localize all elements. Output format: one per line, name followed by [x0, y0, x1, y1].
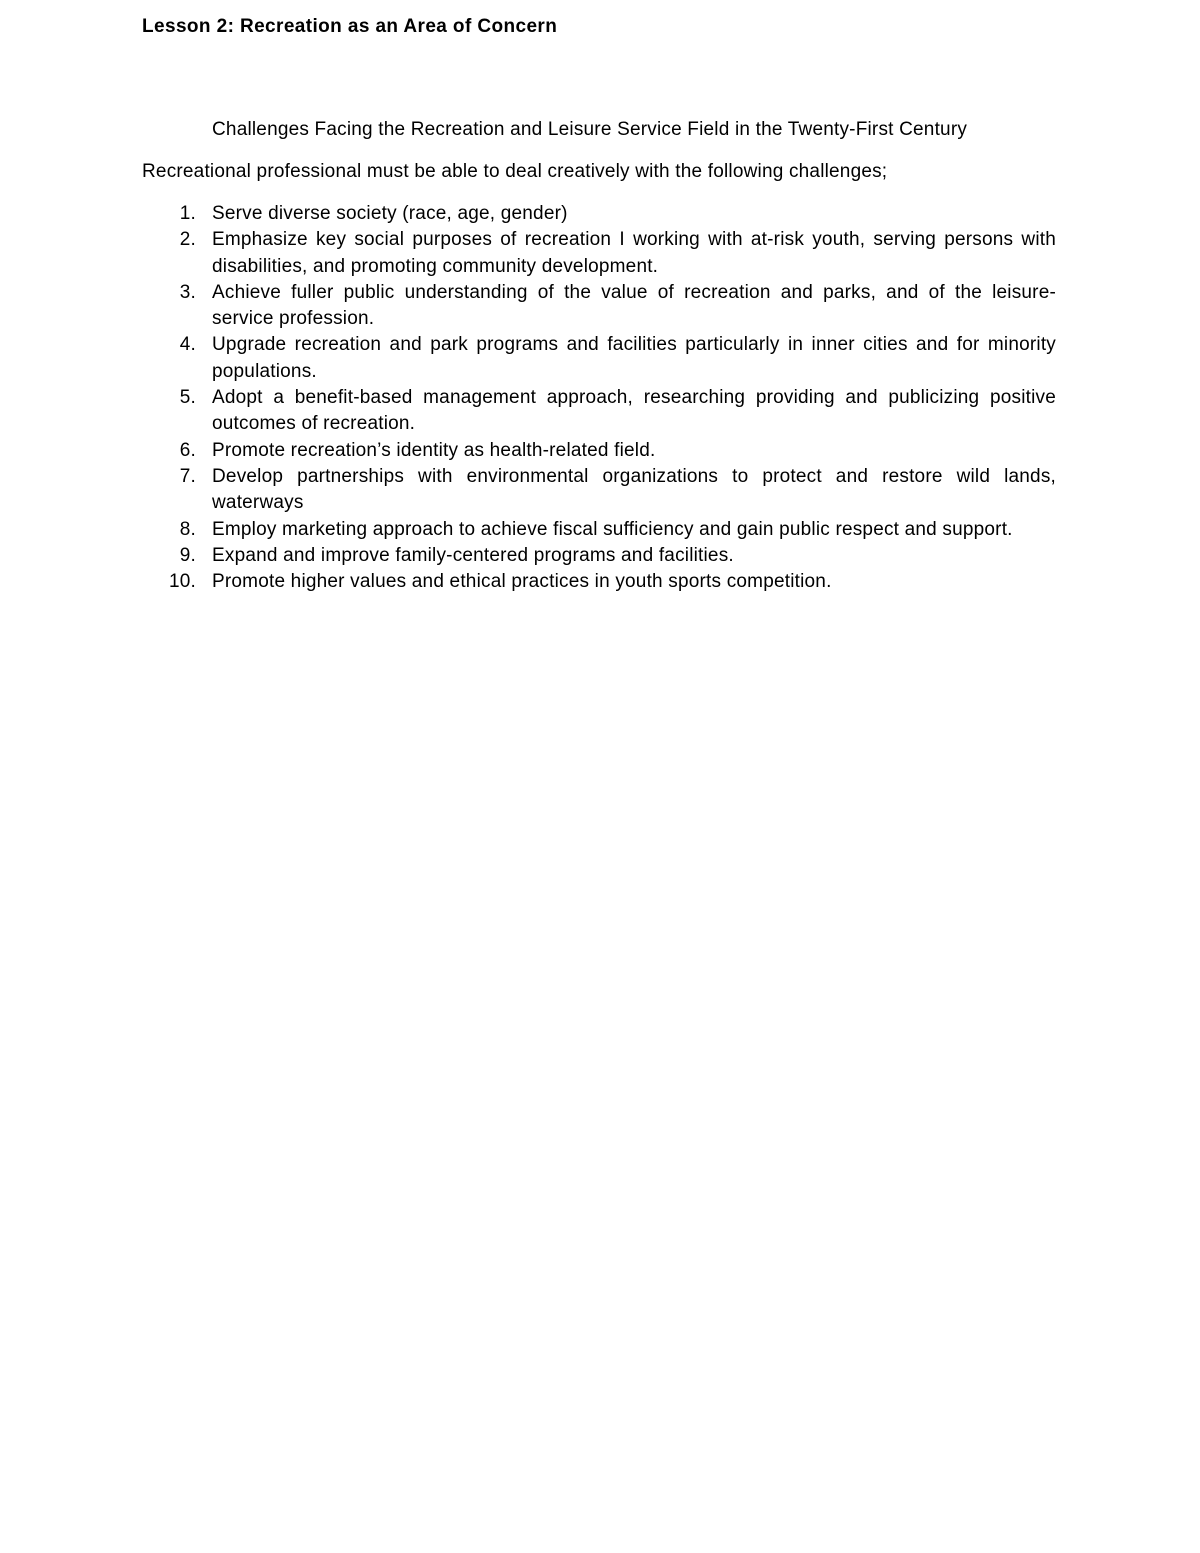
- list-item: [142, 227, 1056, 280]
- list-item-number: 9.: [179, 544, 196, 566]
- list-item-text: Adopt a benefit-based management approach, researching providing and publicizing positive outcomes of recreation.: [212, 387, 1056, 435]
- list-item-text: Promote higher values and ethical practices in youth sports competition.: [212, 571, 832, 593]
- list-item-number: 4.: [179, 334, 196, 356]
- list-item: [142, 332, 1056, 385]
- list-item-number: 1.: [179, 203, 196, 224]
- list-item-text: Emphasize key social purposes of recreation I working with at-risk youth, serving persons with disabilities, and promoting community development.: [212, 229, 1056, 277]
- list-item-text: Achieve fuller public understanding of the value of recreation and parks, and of the leisure- service profession.: [212, 281, 1056, 330]
- list-item-number: 3.: [179, 281, 196, 303]
- list-item-text: Develop partnerships with environmental organizations to protect and restore wild lands, waterways: [212, 465, 1056, 514]
- list-item-number: 2.: [179, 229, 196, 251]
- list-item-number: 10.: [168, 571, 196, 593]
- list-item: [142, 438, 1056, 464]
- list-item: [142, 464, 1056, 517]
- challenge-list: [142, 201, 1056, 595]
- list-item-text: Upgrade recreation and park programs and facilities particularly in inner cities and for minority populations.: [212, 334, 1056, 382]
- section-subtitle: Challenges Facing the Recreation and Leisure Service Field in the Twenty-First Century: [212, 119, 968, 140]
- list-item-text: Expand and improve family-centered programs and facilities.: [212, 544, 734, 566]
- lesson-title: Lesson 2: Recreation as an Area of Concern: [142, 16, 558, 37]
- list-item: [142, 385, 1056, 438]
- list-item-number: 8.: [179, 518, 196, 540]
- list-item-text: Serve diverse society (race, age, gender): [212, 203, 568, 224]
- list-item-text: Employ marketing approach to achieve fiscal sufficiency and gain public respect and support.: [212, 518, 1013, 540]
- intro-paragraph: Recreational professional must be able to deal creatively with the following challenges;: [142, 161, 888, 182]
- list-item: [142, 280, 1056, 333]
- list-item-number: 6.: [179, 439, 196, 461]
- list-item-text: Promote recreation’s identity as health-related field.: [212, 439, 656, 461]
- list-item: [142, 201, 1056, 227]
- list-item: [142, 517, 1056, 543]
- list-item: [142, 569, 1056, 595]
- list-item-number: 7.: [179, 465, 196, 487]
- list-item-number: 5.: [179, 387, 196, 409]
- list-item: [142, 543, 1056, 569]
